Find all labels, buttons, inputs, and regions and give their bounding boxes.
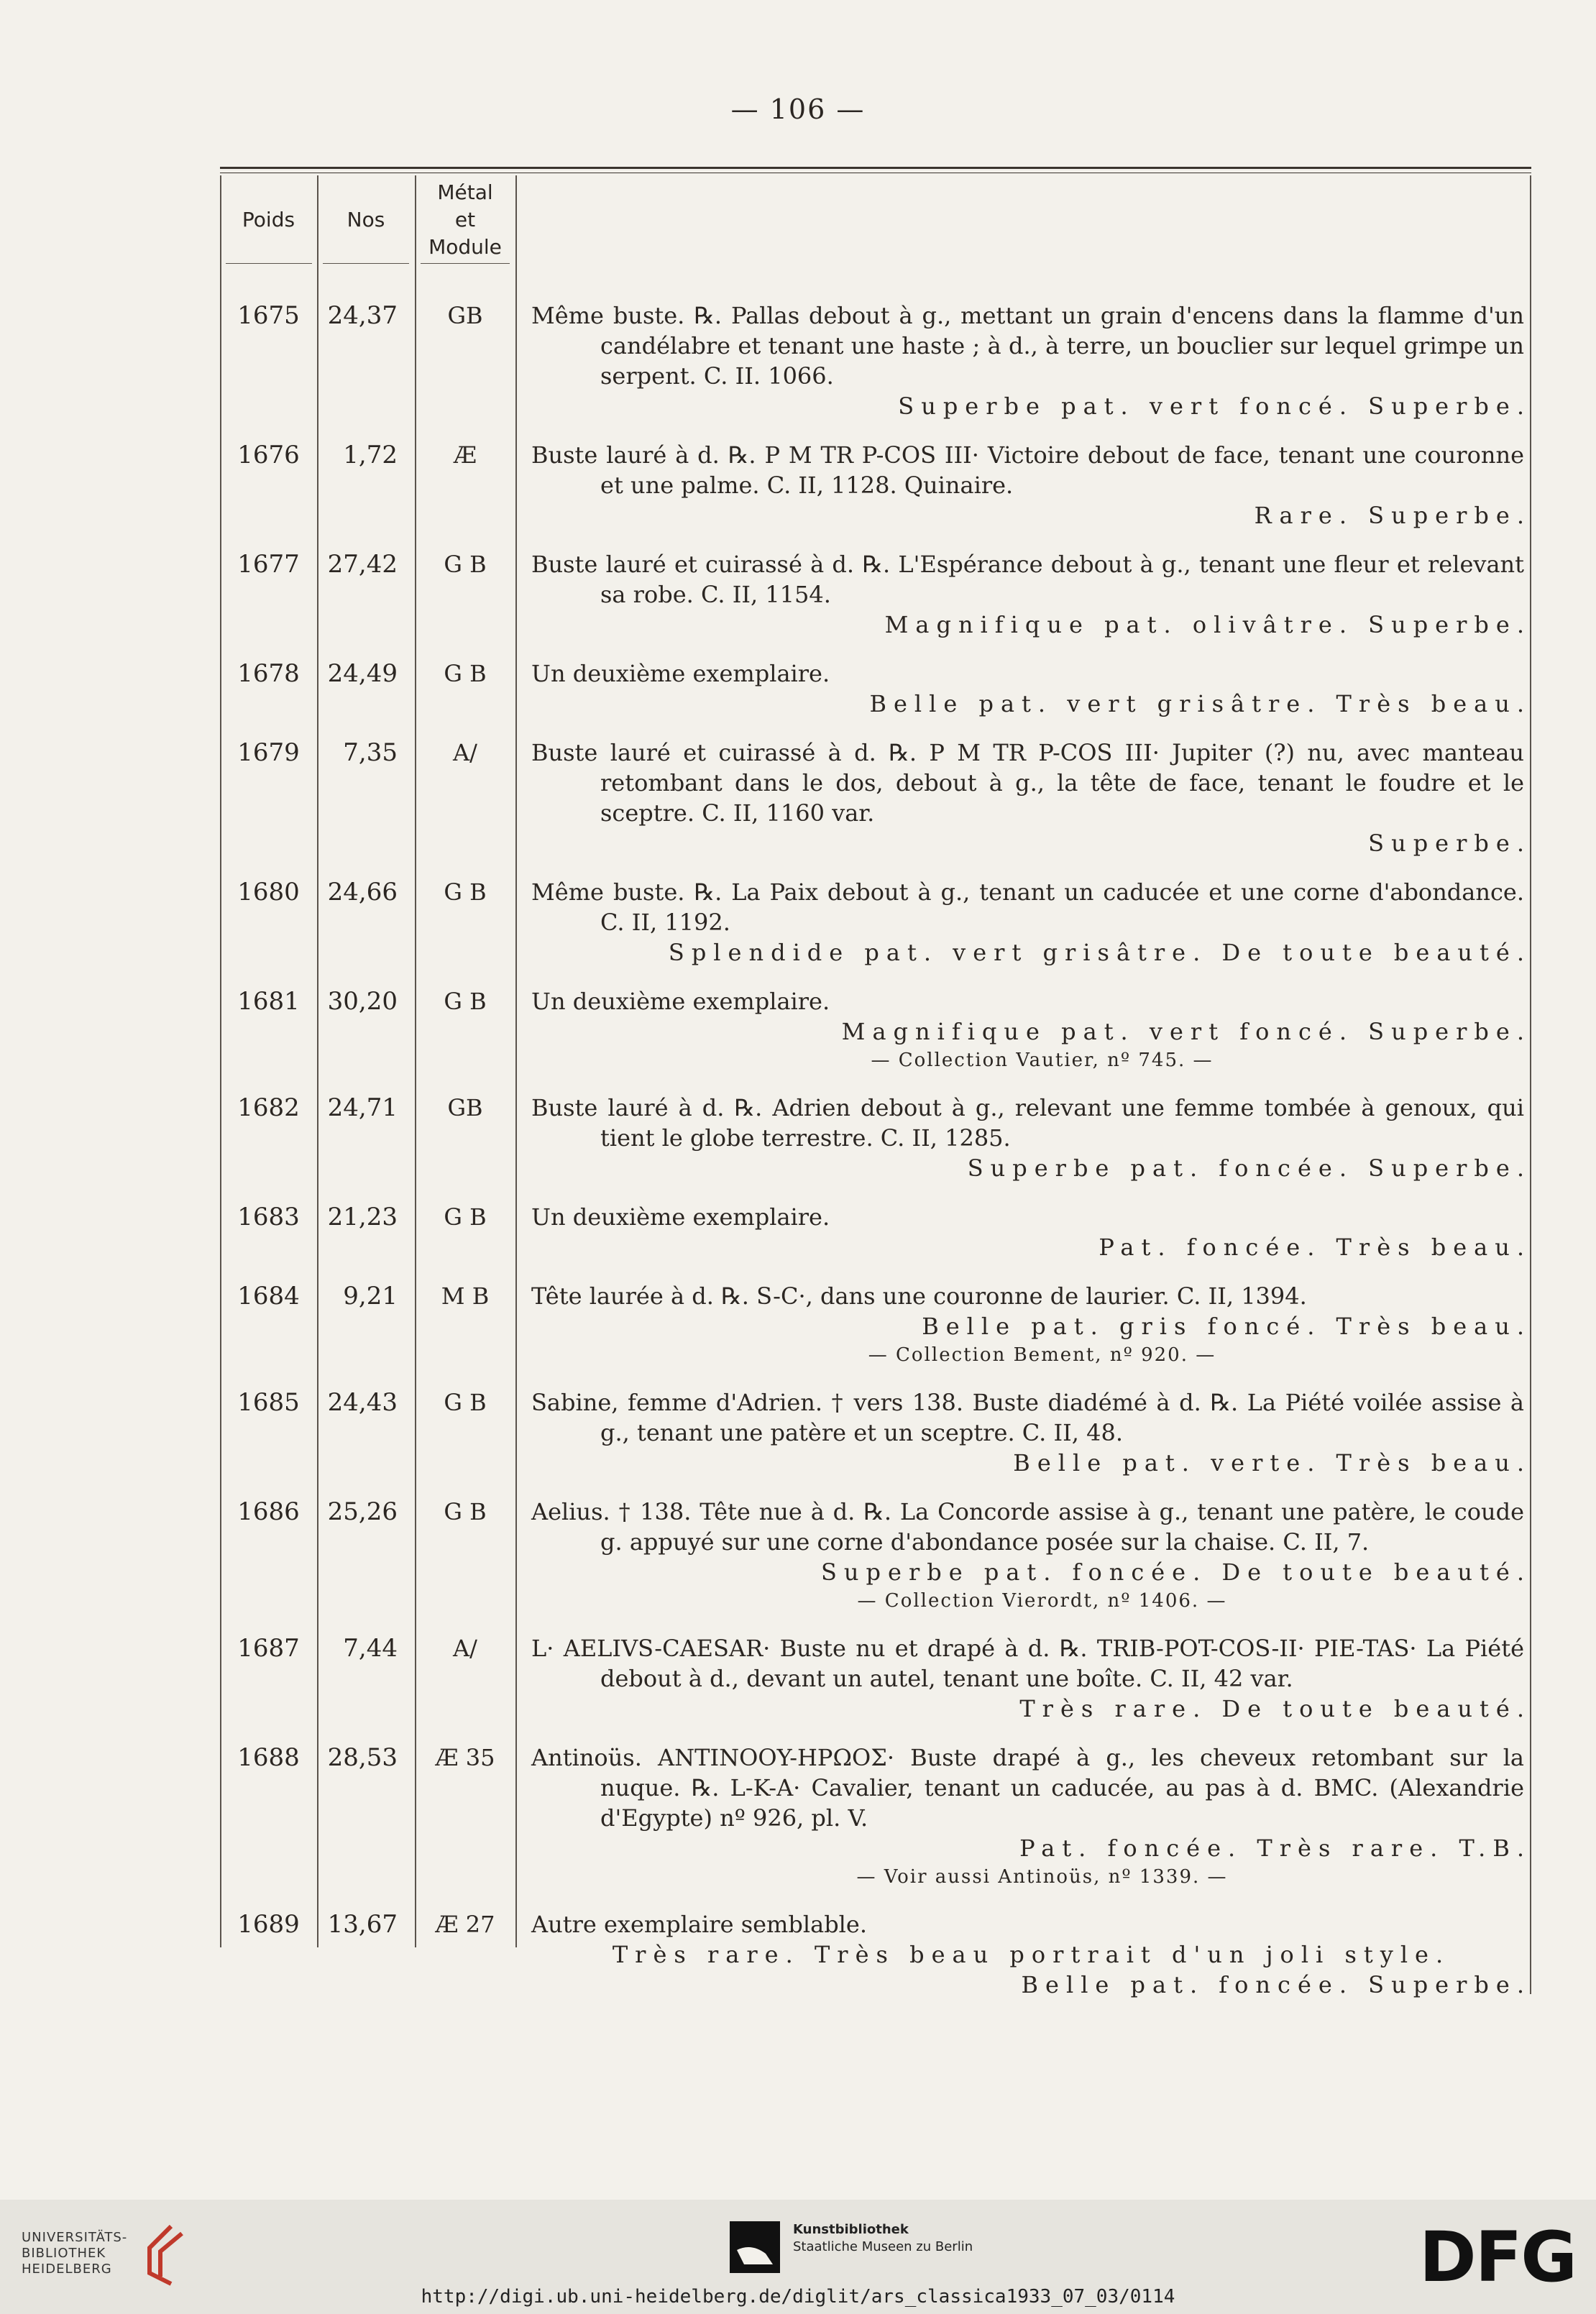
entry-weight: 27,42: [327, 550, 398, 579]
entry-description: [515, 1281, 1531, 1369]
entry-number: 1680: [237, 878, 300, 906]
description-text: Un deuxième exemplaire.: [531, 660, 830, 687]
description-text: Buste lauré à d. ℞. Adrien debout à g., relevant une femme tombée à genoux, qui tient le globe terrestre. C. II, 1285.: [531, 1094, 1524, 1152]
entry-number: 1685: [237, 1388, 300, 1417]
entry-description: [515, 300, 1531, 421]
entry-weight: 21,23: [327, 1203, 398, 1231]
entry-description: [515, 1743, 1531, 1891]
entry-metal: Æ 35: [435, 1744, 495, 1771]
catalog-table: [220, 167, 1531, 1998]
entry-description: [515, 440, 1531, 531]
catalog-entry: [220, 986, 1531, 1074]
header-rule: [421, 263, 510, 264]
dfg-logo: DFG: [1419, 2217, 1577, 2297]
description-text: Aelius. † 138. Tête nue à d. ℞. La Concorde assise à g., tenant une patère, le coude g. appuyé sur une corne d'abondance posée sur la chaise. C. II, 7.: [531, 1498, 1524, 1556]
entry-metal: Æ 27: [435, 1911, 495, 1938]
header-metal: Métal et Module: [428, 180, 502, 259]
catalog-entry: [220, 877, 1531, 968]
grade-note: Belle pat. vert grisâtre. Très beau.: [869, 690, 1531, 717]
grade-note: Superbe pat. vert foncé. Superbe.: [898, 392, 1531, 420]
footer-bar: [0, 2200, 1596, 2314]
entry-description: [515, 986, 1531, 1074]
grade-note: Superbe pat. foncée. De toute beauté.: [820, 1558, 1531, 1586]
entry-description: [515, 1633, 1531, 1724]
entry-weight: 7,44: [343, 1634, 398, 1663]
entry-metal: GB: [447, 1094, 483, 1121]
entry-metal: G B: [444, 1498, 487, 1525]
catalog-entry: [220, 1387, 1531, 1478]
catalog-entry: [220, 658, 1531, 719]
entry-number: 1675: [237, 301, 300, 330]
entry-weight: 7,35: [343, 738, 398, 767]
description-text: Tête laurée à d. ℞. S-C·, dans une couronne de laurier. C. II, 1394.: [531, 1282, 1307, 1310]
description-text: Sabine, femme d'Adrien. † vers 138. Buste diadémé à d. ℞. La Piété voilée assise à g., tenant une patère et un sceptre. C. II, 48.: [531, 1389, 1524, 1446]
grade-note: Très rare. De toute beauté.: [1019, 1695, 1531, 1722]
grade-note: Rare. Superbe.: [1254, 502, 1531, 529]
collection-note: — Collection Vierordt, nº 1406. —: [857, 1590, 1227, 1612]
ub-heidelberg-logo-icon: [142, 2223, 193, 2287]
entry-metal: G B: [444, 878, 487, 906]
table-top-rule: [220, 167, 1531, 169]
entry-metal: A/: [453, 739, 477, 766]
grade-note: Superbe.: [1368, 830, 1531, 857]
description-text: Buste lauré à d. ℞. P M TR P-COS III· Victoire debout de face, tenant une couronne et une palme. C. II, 1128. Quinaire.: [531, 441, 1524, 499]
entry-weight: 13,67: [327, 1910, 398, 1939]
grade-note: Pat. foncée. Très beau.: [1099, 1234, 1531, 1261]
grade-note: Superbe pat. foncée. Superbe.: [967, 1154, 1531, 1182]
header-nos: Nos: [347, 208, 385, 231]
collection-note: — Collection Vautier, nº 745. —: [871, 1050, 1214, 1071]
kunstbibliothek-logo-icon: [730, 2221, 780, 2273]
grade-note: Magnifique pat. olivâtre. Superbe.: [884, 611, 1531, 638]
description-text: Un deuxième exemplaire.: [531, 988, 830, 1015]
entry-weight: 24,43: [327, 1388, 398, 1417]
entry-metal: G B: [444, 988, 487, 1015]
entry-weight: 30,20: [327, 987, 398, 1016]
entry-metal: GB: [447, 302, 483, 329]
catalog-entry: [220, 1202, 1531, 1262]
entry-weight: 9,21: [343, 1282, 398, 1310]
entry-number: 1677: [237, 550, 300, 579]
catalog-entry: [220, 1743, 1531, 1891]
catalog-entry: [220, 1093, 1531, 1183]
entry-number: 1678: [237, 659, 300, 688]
entry-metal: G B: [444, 660, 487, 687]
entry-metal: Æ: [453, 441, 477, 469]
ub-heidelberg-label: UNIVERSITÄTS- BIBLIOTHEK HEIDELBERG: [22, 2230, 128, 2277]
entry-number: 1679: [237, 738, 300, 767]
grade-note: Pat. foncée. Très rare. T.B.: [1019, 1835, 1531, 1862]
entry-description: [515, 658, 1531, 719]
entry-description: [515, 1202, 1531, 1262]
entry-number: 1689: [237, 1910, 300, 1939]
catalog-entry: [220, 1497, 1531, 1615]
description-text: Même buste. ℞. Pallas debout à g., mettant un grain d'encens dans la flamme d'un candélabre et tenant une haste ; à d., à terre, un bouclier sur lequel grimpe un serpent. C. II. 1066.: [531, 302, 1524, 390]
entry-metal: G B: [444, 551, 487, 578]
description-text: Un deuxième exemplaire.: [531, 1203, 830, 1231]
page-number: — 106 —: [730, 93, 866, 125]
entry-weight: 24,66: [327, 878, 398, 906]
grade-note: Belle pat. foncée. Superbe.: [1021, 1971, 1531, 1998]
entry-description: [515, 1387, 1531, 1478]
description-text: Même buste. ℞. La Paix debout à g., tenant un caducée et une corne d'abondance. C. II, 1192.: [531, 878, 1524, 936]
grade-note: Splendide pat. vert grisâtre. De toute beauté.: [668, 939, 1531, 966]
grade-note: Belle pat. verte. Très beau.: [1013, 1449, 1531, 1477]
entry-weight: 24,37: [327, 301, 398, 330]
catalog-entry: [220, 1909, 1531, 2000]
kunstbibliothek-label: Kunstbibliothek Staatliche Museen zu Berlin: [793, 2222, 973, 2254]
description-text: Autre exemplaire semblable.: [531, 1911, 868, 1938]
header-rule: [226, 263, 312, 264]
grade-note: Très rare. Très beau portrait d'un joli style.: [612, 1941, 1451, 1968]
entry-metal: A/: [453, 1635, 477, 1662]
entry-weight: 24,71: [327, 1093, 398, 1122]
entry-metal: G B: [444, 1203, 487, 1231]
description-text: L· AELIVS-CAESAR· Buste nu et drapé à d. ℞. TRIB-POT-COS-II· PIE-TAS· La Piété debout à d., devant un autel, tenant une boîte. C. II, 42 var.: [531, 1635, 1524, 1692]
catalog-entry: [220, 1281, 1531, 1369]
entry-description: [515, 738, 1531, 858]
entry-list: [220, 300, 1531, 2019]
collection-note: — Collection Bement, nº 920. —: [868, 1344, 1216, 1366]
entry-number: 1686: [237, 1497, 300, 1526]
collection-note: — Voir aussi Antinoüs, nº 1339. —: [856, 1866, 1228, 1888]
entry-weight: 28,53: [327, 1743, 398, 1772]
header-rule: [323, 263, 409, 264]
entry-description: [515, 1497, 1531, 1615]
source-url[interactable]: http://digi.ub.uni-heidelberg.de/diglit/ars_classica1933_07_03/0114: [421, 2286, 1175, 2308]
entry-number: 1681: [237, 987, 300, 1016]
entry-number: 1683: [237, 1203, 300, 1231]
entry-description: [515, 877, 1531, 968]
entry-number: 1684: [237, 1282, 300, 1310]
entry-metal: M B: [441, 1282, 490, 1310]
header-poids: Poids: [242, 208, 295, 231]
catalog-entry: [220, 440, 1531, 531]
catalog-entry: [220, 549, 1531, 640]
catalog-entry: [220, 300, 1531, 421]
entry-weight: 1,72: [343, 441, 398, 469]
grade-note: Magnifique pat. vert foncé. Superbe.: [841, 1018, 1531, 1045]
description-text: Antinoüs. ANTINOOY-HPΩOΣ· Buste drapé à g., les cheveux retombant sur la nuque. ℞. L-K-A· Cavalier, tenant un caducée, au pas à d. BMC. (Alexandrie d'Egypte) nº 926, pl. V.: [531, 1744, 1524, 1832]
entry-number: 1687: [237, 1634, 300, 1663]
entry-description: [515, 1093, 1531, 1183]
entry-number: 1682: [237, 1093, 300, 1122]
description-text: Buste lauré et cuirassé à d. ℞. L'Espérance debout à g., tenant une fleur et relevant sa robe. C. II, 1154.: [531, 551, 1524, 608]
entry-metal: G B: [444, 1389, 487, 1416]
entry-number: 1688: [237, 1743, 300, 1772]
catalog-entry: [220, 738, 1531, 858]
description-text: Buste lauré et cuirassé à d. ℞. P M TR P-COS III· Jupiter (?) nu, avec manteau retombant dans le dos, debout à g., la tête de face, tenant le foudre et le sceptre. C. II, 1160 var.: [531, 739, 1524, 827]
entry-description: [515, 549, 1531, 640]
grade-note: Belle pat. gris foncé. Très beau.: [922, 1313, 1531, 1340]
entry-number: 1676: [237, 441, 300, 469]
entry-weight: 24,49: [327, 659, 398, 688]
catalog-entry: [220, 1633, 1531, 1724]
entry-description: [515, 1909, 1531, 2000]
entry-weight: 25,26: [327, 1497, 398, 1526]
